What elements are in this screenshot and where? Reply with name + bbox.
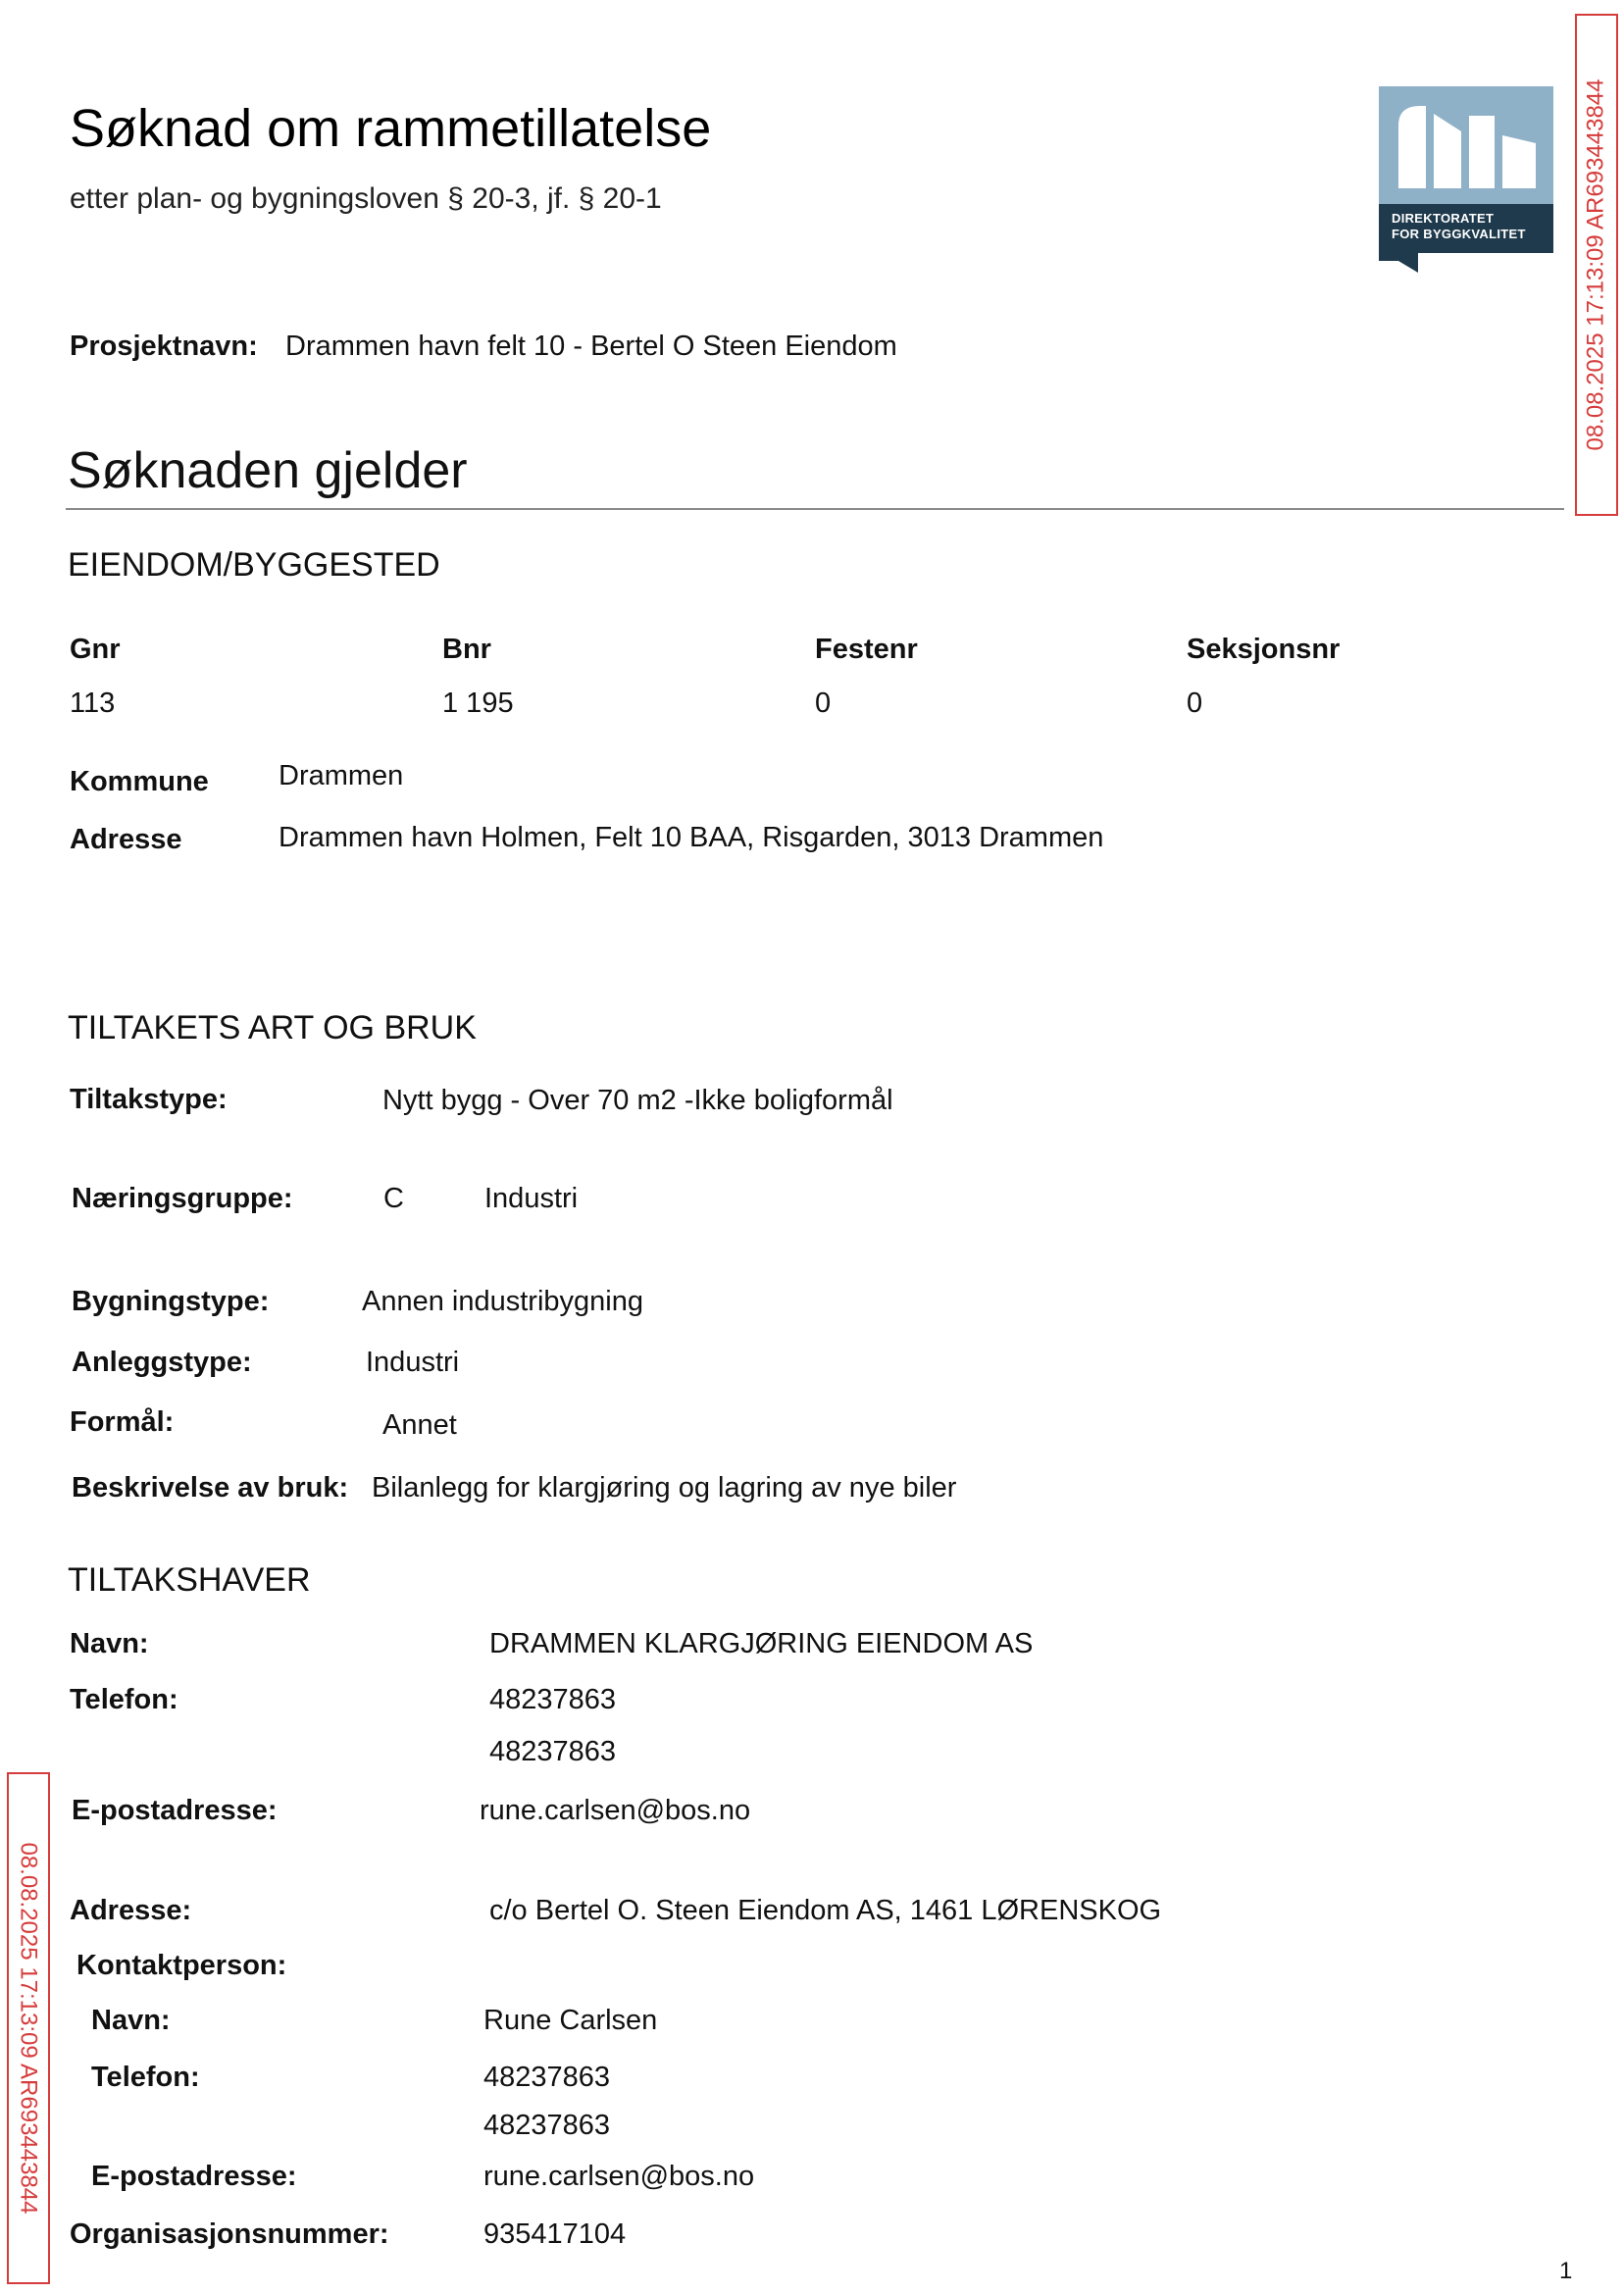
kp-epost-value: rune.carlsen@bos.no xyxy=(483,2161,755,2192)
th-telefon-value-2: 48237863 xyxy=(489,1736,617,1767)
orgnr-value: 935417104 xyxy=(483,2218,627,2250)
festenr-value: 0 xyxy=(815,688,832,719)
kp-telefon-label: Telefon: xyxy=(91,2062,200,2093)
stamp-text: 08.08.2025 17:13:09 AR693443844 xyxy=(16,1842,42,2215)
section-divider xyxy=(66,508,1564,510)
naeringsgruppe-label: Næringsgruppe: xyxy=(72,1183,293,1214)
kp-navn-value: Rune Carlsen xyxy=(483,2005,658,2036)
project-name-label: Prosjektnavn: xyxy=(70,331,258,362)
heading-tiltak: TILTAKETS ART OG BRUK xyxy=(68,1009,477,1046)
kp-epost-label: E-postadresse: xyxy=(91,2161,297,2192)
tiltakstype-label: Tiltakstype: xyxy=(70,1084,228,1115)
anleggstype-label: Anleggstype: xyxy=(72,1347,252,1378)
th-navn-value: DRAMMEN KLARGJØRING EIENDOM AS xyxy=(489,1628,1034,1659)
project-name-value: Drammen havn felt 10 - Bertel O Steen Eiendom xyxy=(285,331,897,362)
festenr-label: Festenr xyxy=(815,634,918,665)
th-adresse-value: c/o Bertel O. Steen Eiendom AS, 1461 LØRENSKOG xyxy=(489,1895,1162,1926)
formal-label: Formål: xyxy=(70,1406,175,1438)
page-number: 1 xyxy=(1559,2258,1573,2284)
bnr-value: 1 195 xyxy=(442,688,514,719)
document-title: Søknad om rammetillatelse xyxy=(70,99,712,158)
bygningstype-value: Annen industribygning xyxy=(362,1286,643,1317)
adresse-label: Adresse xyxy=(70,824,182,855)
kommune-label: Kommune xyxy=(70,766,209,797)
beskrivelse-label: Beskrivelse av bruk: xyxy=(72,1472,349,1504)
th-adresse-label: Adresse: xyxy=(70,1895,192,1926)
formal-value: Annet xyxy=(382,1409,457,1441)
timestamp-stamp-side xyxy=(7,1772,50,2284)
th-navn-label: Navn: xyxy=(70,1628,149,1659)
gnr-label: Gnr xyxy=(70,634,121,665)
building-logo-icon xyxy=(1379,86,1553,273)
heading-tiltakshaver: TILTAKSHAVER xyxy=(68,1561,311,1599)
timestamp-stamp-top xyxy=(1575,14,1618,516)
kp-telefon-value-1: 48237863 xyxy=(483,2062,611,2093)
seksjonsnr-value: 0 xyxy=(1187,688,1203,719)
adresse-value: Drammen havn Holmen, Felt 10 BAA, Risgarden, 3013 Drammen xyxy=(279,822,1104,853)
naeringsgruppe-code: C xyxy=(383,1183,404,1214)
logo-text-line1: DIREKTORATET xyxy=(1392,211,1495,226)
bnr-label: Bnr xyxy=(442,634,491,665)
kp-navn-label: Navn: xyxy=(91,2005,171,2036)
logo-text-line2: FOR BYGGKVALITET xyxy=(1392,227,1526,241)
gnr-value: 113 xyxy=(70,688,116,719)
beskrivelse-value: Bilanlegg for klargjøring og lagring av nye biler xyxy=(372,1472,957,1504)
stamp-text: 08.08.2025 17:13:09 AR693443844 xyxy=(1583,78,1609,451)
heading-eiendom: EIENDOM/BYGGESTED xyxy=(68,546,440,584)
orgnr-label: Organisasjonsnummer: xyxy=(70,2218,389,2250)
kp-telefon-value-2: 48237863 xyxy=(483,2110,611,2141)
th-epost-value: rune.carlsen@bos.no xyxy=(480,1795,751,1826)
kommune-value: Drammen xyxy=(279,760,404,791)
th-epost-label: E-postadresse: xyxy=(72,1795,278,1826)
section-title: Søknaden gjelder xyxy=(68,442,468,499)
dibk-logo xyxy=(1379,86,1553,273)
tiltakstype-value: Nytt bygg - Over 70 m2 -Ikke boligformål xyxy=(382,1085,893,1116)
bygningstype-label: Bygningstype: xyxy=(72,1286,270,1317)
document-subtitle: etter plan- og bygningsloven § 20-3, jf. § 20-1 xyxy=(70,182,662,215)
anleggstype-value: Industri xyxy=(366,1347,460,1378)
th-telefon-label: Telefon: xyxy=(70,1684,178,1715)
naeringsgruppe-value: Industri xyxy=(484,1183,579,1214)
kontaktperson-label: Kontaktperson: xyxy=(76,1950,287,1981)
th-telefon-value-1: 48237863 xyxy=(489,1684,617,1715)
seksjonsnr-label: Seksjonsnr xyxy=(1187,634,1341,665)
